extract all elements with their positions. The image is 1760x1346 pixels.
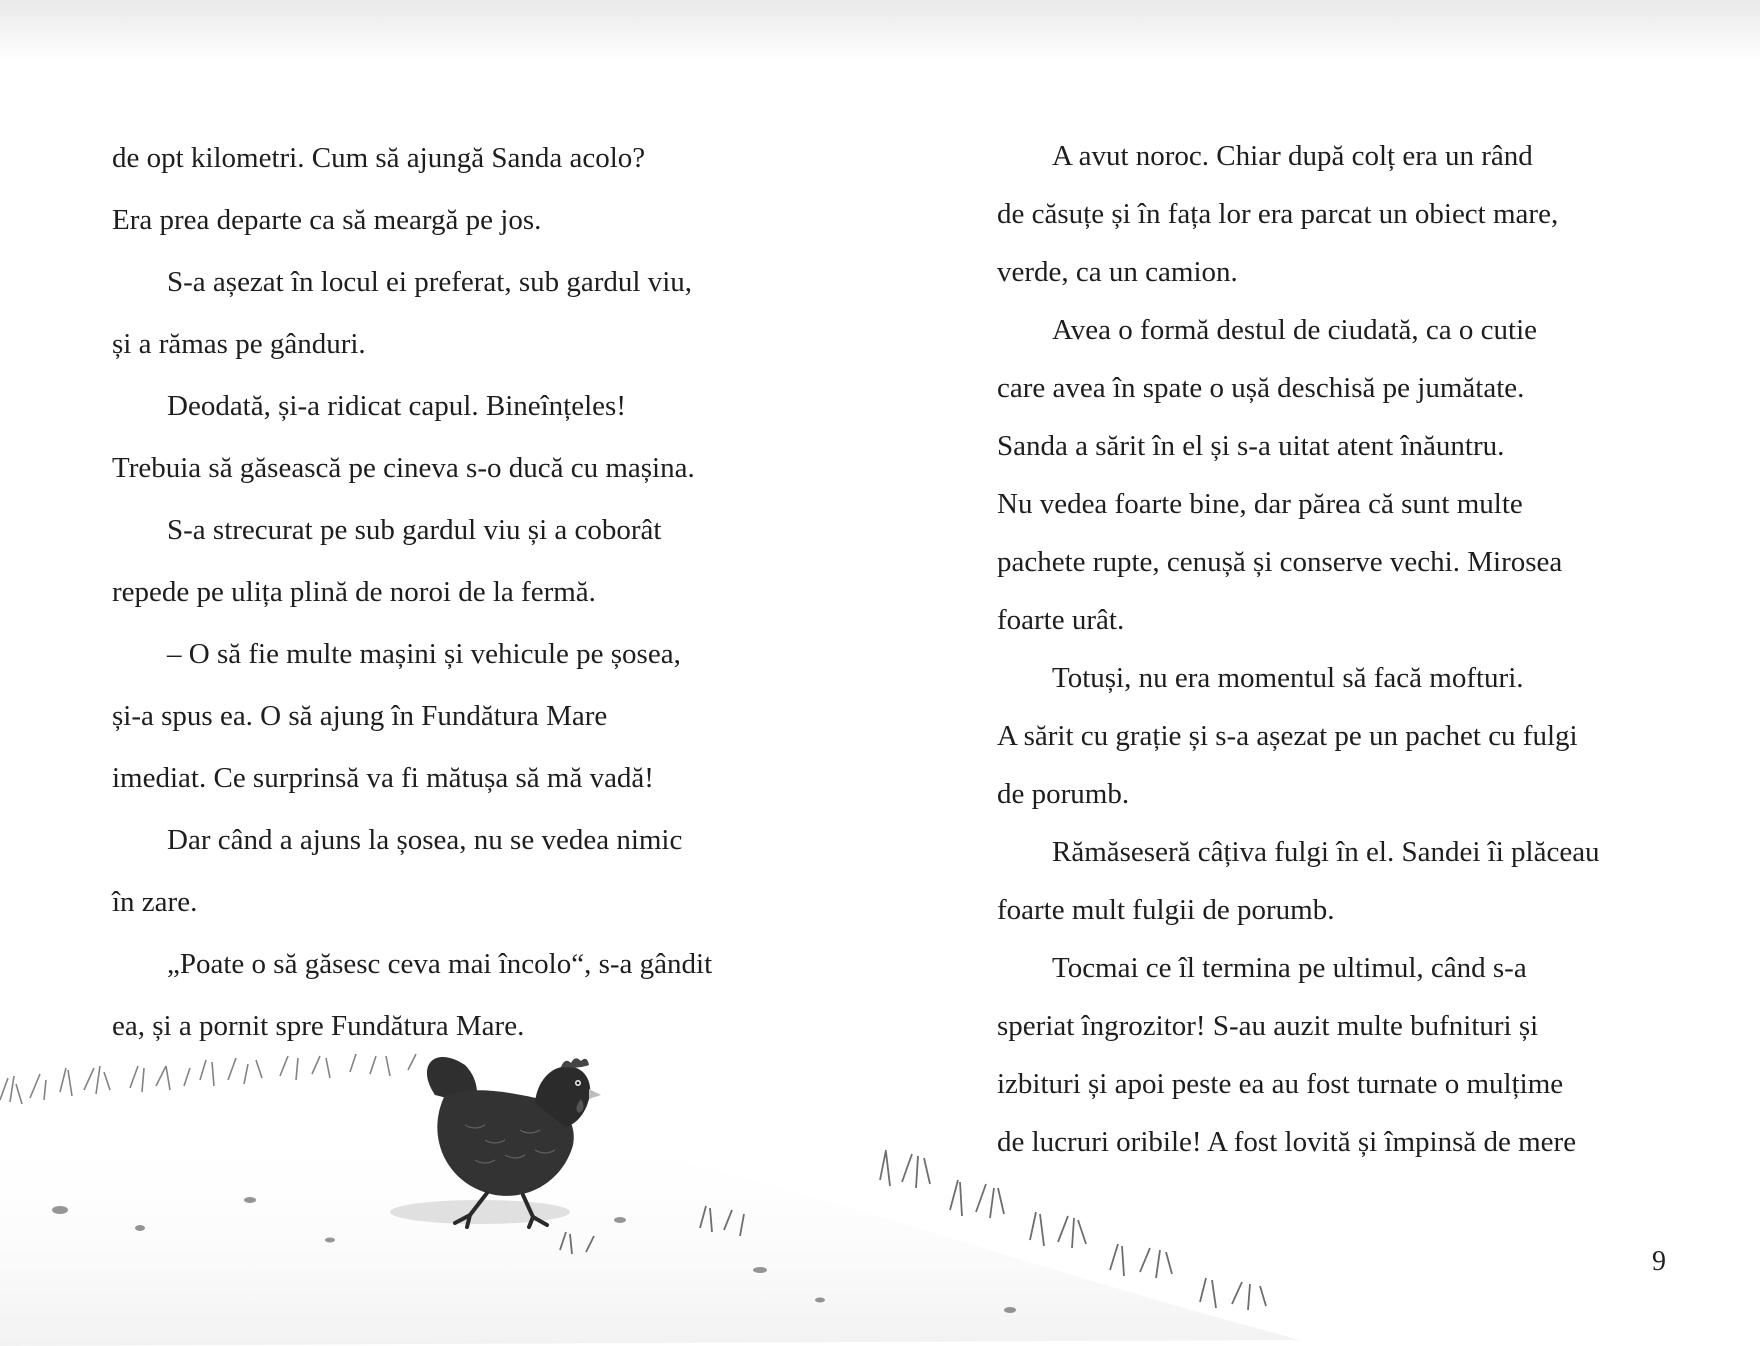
page-top-shadow bbox=[0, 0, 1760, 60]
text-line: izbituri și apoi peste ea au fost turnate o mulțime bbox=[997, 1068, 1564, 1100]
text-line: S-a așezat în locul ei preferat, sub gardul viu, bbox=[167, 266, 693, 298]
text-line: A sărit cu grație și s-a așezat pe un pachet cu fulgi bbox=[997, 720, 1578, 752]
text-line: ea, și a pornit spre Fundătura Mare. bbox=[112, 1010, 525, 1042]
text-line: și-a spus ea. O să ajung în Fundătura Mare bbox=[112, 700, 608, 732]
text-line: Nu vedea foarte bine, dar părea că sunt multe bbox=[997, 488, 1523, 520]
text-line: de lucruri oribile! A fost lovită și împinsă de mere bbox=[997, 1126, 1577, 1158]
right-page-text bbox=[997, 127, 1697, 1171]
text-line: Rămăseseră câțiva fulgi în el. Sandei îi plăceau bbox=[1052, 836, 1600, 868]
text-line: – O să fie multe mașini și vehicule pe șosea, bbox=[167, 638, 681, 670]
text-line: de porumb. bbox=[997, 778, 1130, 810]
text-line: A avut noroc. Chiar după colț era un rând bbox=[1052, 140, 1533, 172]
text-line: Deodată, și-a ridicat capul. Bineînțeles! bbox=[167, 390, 626, 422]
text-line: S-a strecurat pe sub gardul viu și a coborât bbox=[167, 514, 662, 546]
text-line: „Poate o să găsesc ceva mai încolo“, s-a gândit bbox=[167, 948, 713, 980]
text-line: și a rămas pe gânduri. bbox=[112, 328, 366, 360]
text-line: Era prea departe ca să meargă pe jos. bbox=[112, 204, 542, 236]
left-page-text bbox=[112, 127, 812, 1057]
text-line: care avea în spate o ușă deschisă pe jumătate. bbox=[997, 372, 1525, 404]
text-line: în zare. bbox=[112, 886, 198, 918]
text-line: pachete rupte, cenușă și conserve vechi. Mirosea bbox=[997, 546, 1563, 578]
text-line: Dar când a ajuns la șosea, nu se vedea nimic bbox=[167, 824, 683, 856]
text-line: speriat îngrozitor! S-au auzit multe bufnituri și bbox=[997, 1010, 1539, 1042]
text-line: repede pe ulița plină de noroi de la fermă. bbox=[112, 576, 596, 608]
text-line: Totuși, nu era momentul să facă mofturi. bbox=[1052, 662, 1524, 694]
text-line: Avea o formă destul de ciudată, ca o cutie bbox=[1052, 314, 1537, 346]
hen-on-path-illustration bbox=[0, 1040, 1760, 1346]
text-line: Tocmai ce îl termina pe ultimul, când s-a bbox=[1052, 952, 1527, 984]
text-line: Sanda a sărit în el și s-a uitat atent înăuntru. bbox=[997, 430, 1505, 462]
text-line: de opt kilometri. Cum să ajungă Sanda acolo? bbox=[112, 142, 646, 174]
text-line: foarte urât. bbox=[997, 604, 1125, 636]
grass-tufts-left bbox=[0, 1054, 416, 1104]
page-number: 9 bbox=[1652, 1246, 1666, 1277]
text-line: verde, ca un camion. bbox=[997, 256, 1238, 288]
text-line: foarte mult fulgii de porumb. bbox=[997, 894, 1335, 926]
text-line: imediat. Ce surprinsă va fi mătușa să mă vadă! bbox=[112, 762, 654, 794]
text-line: Trebuia să găsească pe cineva s-o ducă cu mașina. bbox=[112, 452, 695, 484]
text-line: de căsuțe și în fața lor era parcat un obiect mare, bbox=[997, 198, 1559, 230]
